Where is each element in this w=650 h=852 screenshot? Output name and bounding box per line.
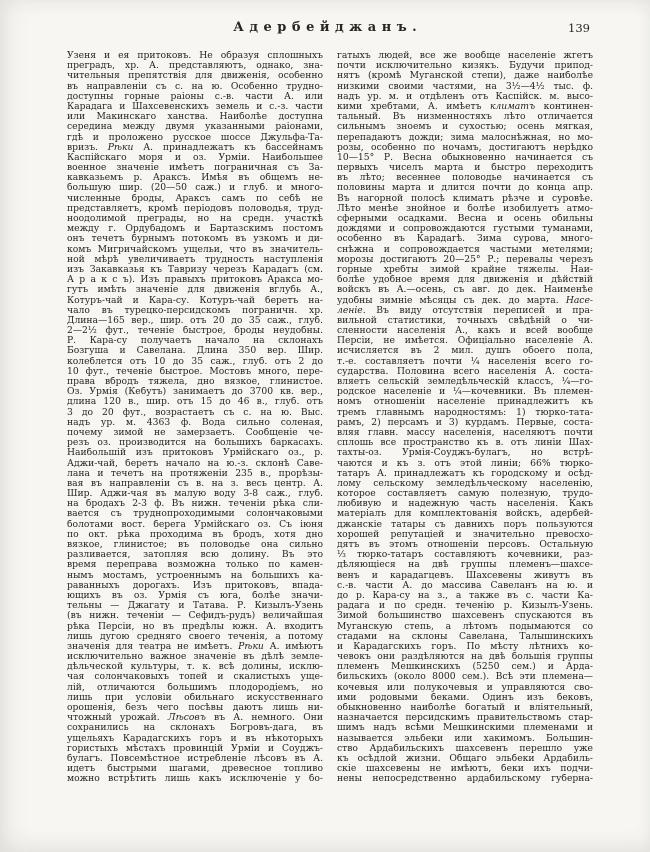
text-line: первыхъ чиселъ марта и быстро переходитъ [337,163,593,174]
text-line: на бродахъ 2-3 ф. Въ нижн. теченіи рѣка сли- [67,499,323,510]
text-line: особенно въ Карадагѣ. Зима сурова, много- [337,234,593,245]
text-line: рѣка Персіи, но въ предѣлы южн. А. входитъ [67,621,323,632]
text-line: (въ нижн. теченіи — Сефидъ-рудъ) величайшая [67,611,323,622]
text-line: чительныя препятствія для движенія, особенно [67,71,323,82]
text-line: чаются и къ з. отъ этой линіи; 66% тюрко- [337,458,593,469]
text-line: лому сельскому земледѣльческому населенію, [337,478,593,489]
text-line: Лѣто менѣе знойное и болѣе изобилуетъ атмо- [337,203,593,214]
text-line: Аджи-чай, беретъ начало на ю.-з. склонѣ Саве- [67,458,323,469]
text-line: Бозгуша и Савелана. Длина 350 вер. Шир. [67,346,323,357]
text-line: середина между двумя указанными раіонами, [67,122,323,133]
text-line: разливается, затопляя всю долину. Въ это [67,550,323,561]
text-line: удобны зимніе мѣсяцы съ дек. до марта. Насе- [337,295,593,306]
text-line: сохранились на склонахъ Богровъ-дага, въ [67,723,323,734]
text-line: дятъ въ этомъ отношеніи персовъ. Остальную [337,540,593,550]
text-line: шимъ надъ всѣми Мешкинскими племенами и [337,723,593,734]
text-line: татаръ А. принадлежатъ къ городскому и осѣд- [337,468,593,479]
text-line: дождями и сопровождаются густыми туманами, [337,224,593,235]
text-line: джанскіе татары съ давнихъ поръ пользуются [337,519,593,530]
right-column [337,51,593,785]
text-line: Карадага и Шахсевенскихъ земель и с.-з. части [67,101,323,112]
text-line: дѣльческой культуры, т. к. всѣ долины, исклю- [67,662,323,673]
text-line: тахты-оз. Урмія-Соуджъ-булагъ, но встрѣ- [337,448,593,459]
text-line: надъ ур. м. 4363 ф. Вода сильно соленая, [67,417,323,428]
text-line: племенъ Мешкинскихъ (5250 сем.) и Арда- [337,662,593,673]
text-line: почти исключительно кизякъ. Будучи припод- [337,61,593,72]
text-line: нены непосредственно ардабильскому губерна- [337,774,593,785]
text-line: А р а к с ъ). Изъ правыхъ притоковъ Аракса мо- [67,275,323,286]
text-line: время переправа возможна только по камен- [67,560,323,571]
text-line: численные броды, Араксъ самъ по себѣ не [67,193,323,204]
text-line: 10—15° Р. Весна обыкновенно начинается съ [337,152,593,163]
text-line: Зимой большинство шахсевенъ спускаются въ [337,611,593,622]
text-line: тальный. Въ низменностяхъ лѣто отличается [337,112,593,123]
text-line: Оз. Урмія (Кебутъ) занимаетъ до 3700 кв. вер., [67,387,323,398]
text-line: кочевыя или полукочевыя и управляются сво- [337,682,593,693]
text-line: леніе. Въ виду отсутствія переписей и пра- [337,305,593,316]
text-line: ющихъ въ оз. Урмія съ юга, болѣе значи- [67,590,323,601]
text-line: ство Ардабильскихъ шахсевенъ перешло уже [337,743,593,754]
text-line: морозы достигаютъ 20—25° Р.; перевалы черезъ [337,254,593,265]
text-line: надъ ур. м. и отдѣленъ отъ Каспійск. м. высо- [337,91,593,102]
text-line: чая солончаковыхъ топей и скалистыхъ уще- [67,672,323,683]
text-line: ноодолимой преграды, но на средн. участкѣ [67,214,323,224]
text-line: войскъ въ А.—осень, съ авг. до дек. Наименѣе [337,285,593,296]
text-line: вляетъ сельскій земледѣльческій классъ, ¼—го- [337,377,593,387]
text-line: болотами вост. берега Урмійскаго оз. Съ іюня [67,519,323,530]
text-line: доступны горные раіоны с.-в. части А. или [67,91,323,102]
text-line: сплошь все пространство къ в. отъ линіи Шах- [337,438,593,449]
text-line: вязкое, глинистое; въ половодье она сильно [67,540,323,550]
text-line: исключительно важное значеніе въ дѣлѣ земле- [67,652,323,663]
text-line: до р. Кара-су на з., а также въ с. части Ка- [337,590,593,601]
text-line: комъ Мигричайскомъ ущельи, что въ значитель- [67,244,323,255]
text-line: значенія для театра не имѣетъ. Рѣки А. имѣютъ [67,641,323,652]
text-line: снѣжна и сопровождается частыми метелями; [337,244,593,255]
text-line: и Карадагскихъ горъ. По мѣсту лѣтнихъ ко- [337,641,593,652]
text-line: сферными осадками. Весна и осень обильны [337,214,593,224]
text-line: въ лѣто; весеннее половодье начинается съ [337,173,593,184]
text-line: сударства. Половина всего населенія А. соста- [337,366,593,377]
text-line: представляетъ, кромѣ періодовъ половодья, труд- [67,203,323,214]
text-line: кими хребтами, А. имѣетъ климатъ континен- [337,101,593,112]
text-line: любивую и надежную часть населенія. Какъ [337,499,593,510]
text-line: хорошей репутаціей и значительно превосхо- [337,529,593,540]
text-line: Узеня и ея притоковъ. Не образуя сплошныхъ [67,51,323,61]
text-line: половины марта и длится почти до конца апр. [337,183,593,194]
text-line: раванныхъ дорогахъ. Изъ притоковъ, впада- [67,580,323,591]
text-line: 2—2½ фут., теченіе быстрое, броды неудобны. [67,326,323,337]
text-line: колеблется отъ 10 до 35 саж., глуб. отъ 2 до [67,356,323,367]
text-line: вильной статистики, точныхъ свѣдѣній о чи- [337,315,593,326]
text-line: большую шир. (20—50 саж.) и глуб. и много- [67,183,323,194]
text-line: вляя главн. массу населенія, населяютъ почти [337,427,593,438]
text-line: вризъ. Рѣки А. принадлежатъ къ бассейнамъ [67,142,323,153]
text-line: длина 120 в., шир. отъ 15 до 46 в., глуб. отъ [67,397,323,408]
text-line: матеріалъ для комплектованія войскъ, адербей- [337,509,593,520]
text-line: почему зимой не замерзаетъ. Сообщеніе че- [67,427,323,438]
text-line: гористыхъ мѣстахъ провинцій Урміи и Соуджъ- [67,743,323,754]
running-header [0,0,650,44]
text-line: болѣе удобное время для движенія и дѣйствій [337,275,593,286]
text-line: горные хребты зимой крайне тяжелы. Наи- [337,264,593,275]
text-line: бильскихъ (около 8000 сем.). Всѣ эти племена— [337,672,593,683]
text-line: Шир. Аджи-чая въ малую воду 3-8 саж., глуб. [67,489,323,500]
text-line: идетъ быстрыми шагами, древесное топливо [67,764,323,775]
text-line: скіе шахсевены не имѣютъ, беки ихъ подчи- [337,764,593,775]
text-line: лана и течетъ на протяженіи 235 в., прорѣзы- [67,468,323,479]
text-line: дѣляющіеся на двѣ группы племенъ—шахсе- [337,560,593,571]
text-line: изъ Закавказья къ Тавризу черезъ Карадагъ (см. [67,264,323,275]
text-line: чтожный урожай. Лѣсовъ въ А. немного. Они [67,713,323,724]
text-line: называется эльбеки или хакимомъ. Большин- [337,733,593,744]
text-line: тельны — Джагату и Татава. Р. Кизылъ-Узень [67,601,323,612]
text-line: ущельяхъ Карадагскихъ горъ и въ нѣкоторыхъ [67,733,323,744]
text-line: преградъ, хр. А. представляютъ, однако, зна- [67,61,323,72]
text-line: 10 фут., теченіе быстрое. Мостовъ много, пере- [67,366,323,377]
text-line: чало въ турецко-персидскомъ пограничн. хр. [67,305,323,316]
text-line: родское населеніе и ¼—кочевники. Въ племен- [337,387,593,398]
text-line: или Макинскаго ханства. Наиболѣе доступна [67,112,323,123]
text-line: Персіи, не имѣется. Офиціально населеніе А. [337,336,593,347]
text-line: вая въ направленіи съ в. на з. весь центр. А. [67,478,323,489]
left-column [67,51,323,785]
text-line: гутъ имѣть значеніе для движенія вглубь А., [67,285,323,296]
text-line: исчисляется въ 2 мил. душъ обоего пола, [337,346,593,357]
text-line: низкими своими частями, на 3½—4½ тыс. ф. [337,81,593,92]
text-line: ими родовыми беками. Одинъ изъ бековъ, [337,692,593,703]
text-line: военное значеніе имѣетъ пограничная съ За- [67,163,323,174]
text-line: Въ нагорной полосѣ климатъ рѣзче и суровѣе. [337,193,593,204]
text-line: лишь дугою средняго своего теченія, а потому [67,631,323,642]
page-title: Адербейджанъ. [233,20,423,35]
text-line: нымъ мостамъ, устроеннымъ на большихъ ка- [67,570,323,581]
text-line: стадами на склоны Савелана, Талышинскихъ [337,631,593,642]
text-line: ной мѣрѣ увеличиваетъ трудность наступленія [67,254,323,265]
text-line: рамъ, 2) персамъ и 3) курдамъ. Первые, соста- [337,417,593,428]
text-line: сленности населенія А., какъ и всей вообще [337,326,593,337]
text-line: т.-е. составляетъ почти ¼ населенія всего го- [337,356,593,367]
text-line: тремъ главнымъ народностямъ: 1) тюрко-тата- [337,407,593,418]
text-line: права вбродъ тяжела, дно вязкое, глинистое. [67,377,323,387]
text-line: перепадаютъ дожди; зима малоснѣжная, но мо- [337,132,593,143]
text-line: Каспійскаго моря и оз. Урміи. Наибольшее [67,152,323,163]
text-line: вается съ труднопроходимыми солончаковыми [67,509,323,520]
text-line: кавказьемъ р. Араксъ. Имѣя въ общемъ не- [67,173,323,184]
text-line: Р. Кара-су получаетъ начало на склонахъ [67,336,323,347]
text-block [67,51,593,785]
text-line: резъ оз. производится на большихъ баркасахъ. [67,438,323,449]
text-line: въ направленіи съ с. на ю. Особенно трудно- [67,81,323,92]
text-line: радага и по средн. теченію р. Кизылъ-Узень. [337,601,593,612]
text-line: розы, особенно по ночамъ, достигаютъ нерѣдко [337,142,593,153]
text-line: гдѣ и проложено русское шоссе Джульфа-Та- [67,132,323,143]
text-line: лій, отличаются большимъ плодородіемъ, но [67,682,323,693]
text-line: нятъ (кромѣ Муганской степи), даже наиболѣе [337,71,593,82]
text-line: 3 до 20 фут., возрастаетъ съ с. на ю. Выс. [67,407,323,418]
text-line: которое составляетъ самую полезную, трудо- [337,489,593,500]
page-number: 139 [568,21,590,35]
text-line: къ осѣдлой жизни. Общаго эльбеки Ардабиль- [337,753,593,764]
text-line: Котуръ-чай и Кара-су. Котуръ-чай беретъ на- [67,295,323,306]
text-line: номъ отношеніи населеніе принадлежитъ къ [337,397,593,408]
text-line: Муганскую степь, а лѣтомъ подымаются со [337,621,593,632]
text-line: венъ и карадагцевъ. Шахсевены живутъ въ [337,570,593,581]
text-line: чевокъ они раздѣляются на двѣ большія группы [337,652,593,663]
text-line: между г. Ордубадомъ и Бартазскимъ постомъ [67,224,323,235]
text-line: сильнымъ зноемъ и сухостью; осень мягкая, [337,122,593,133]
text-line: назначается персидскимъ правительствомъ стар- [337,713,593,724]
text-line: онъ течетъ бурнымъ потокомъ въ узкомъ и ди- [67,234,323,245]
text-line: можно встрѣтить лишь какъ исключеніе у бо- [67,774,323,785]
text-line: по окт. рѣка проходима въ бродъ, хотя дно [67,529,323,540]
text-line: Длина—165 вер., шир. отъ 20 до 35 саж., глуб. [67,315,323,326]
text-line: Наибольшій изъ притоковъ Урмійскаго оз., р. [67,448,323,459]
text-line: ⅓ тюрко-татаръ составляютъ кочевники, раз- [337,550,593,561]
text-line: лишь при условіи обильнаго искусственнаго [67,692,323,703]
text-line: орошенія, безъ чего посѣвы даютъ лишь ни- [67,703,323,713]
text-line: обыкновенно наиболѣе богатый и вліятельный, [337,703,593,713]
text-line: булагъ. Повсемѣстное истребленіе лѣсовъ въ А. [67,753,323,764]
text-line: гатыхъ людей, все же вообще населеніе жгетъ [337,51,593,61]
text-line: с.-в. части А. до массива Савеланъ на ю. и [337,580,593,591]
